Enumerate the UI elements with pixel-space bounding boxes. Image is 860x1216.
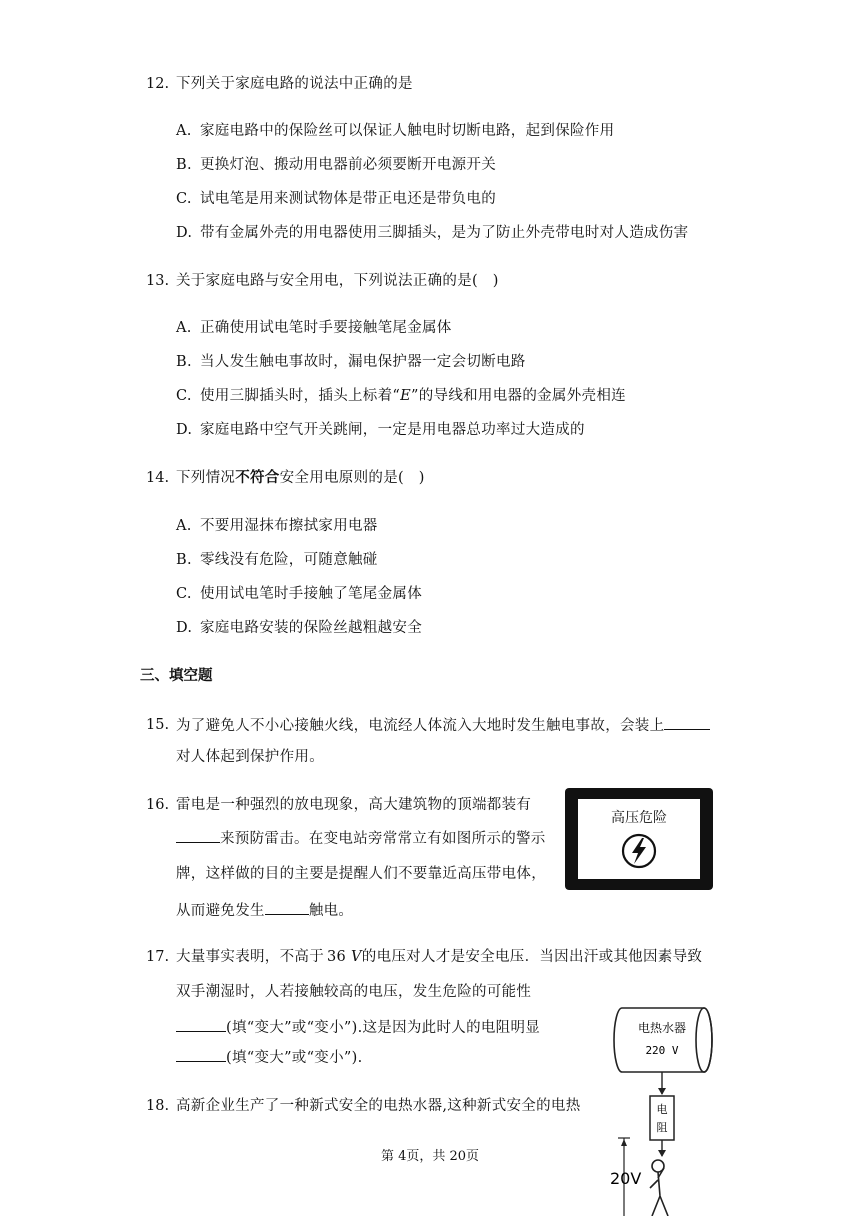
option-d xyxy=(176,223,688,243)
option-text: 使用三脚插头时，插头上标着“ xyxy=(200,388,401,404)
water-heater-circuit-figure xyxy=(600,1000,730,1216)
question-text: 大量事实表明，不高于 xyxy=(176,949,324,965)
option-text: 家庭电路中的保险丝可以保证人触电时切断电路，起到保险作用 xyxy=(200,123,615,139)
question-stem xyxy=(176,468,425,488)
question-number: 18. xyxy=(146,1098,170,1114)
question-line: 双手潮湿时，人若接触较高的电压，发生危险的可能性 xyxy=(176,984,532,1000)
answer-blank xyxy=(265,900,309,915)
question-text: 从而避免发生 xyxy=(176,903,265,919)
question-text: (填“变大”或“变小”).这是因为此时人的电阻明显 xyxy=(226,1020,541,1036)
sign-title: 高压危险 xyxy=(611,810,667,826)
question-line xyxy=(176,828,546,849)
lightning-bolt-icon xyxy=(621,833,657,869)
option-text: 零线没有危险，可随意触碰 xyxy=(200,552,378,568)
option-text: 正确使用试电笔时手要接触笔尾金属体 xyxy=(200,320,452,336)
question-line: 雷电是一种强烈的放电现象，高大建筑物的顶端都装有 xyxy=(176,797,532,813)
question-number: 15. xyxy=(146,717,170,733)
question-line xyxy=(176,947,702,967)
question-stem: 下列关于家庭电路的说法中正确的是 xyxy=(176,76,413,92)
question-number: 13. xyxy=(146,273,170,289)
question-number: 16. xyxy=(146,797,170,813)
resistor-label: 电 xyxy=(656,1103,668,1116)
option-text: 更换灯泡、搬动用电器前必须要断开电源开关 xyxy=(200,157,496,173)
voltage-value: 36 xyxy=(327,949,347,965)
question-line: 牌，这样做的目的主要是提醒人们不要靠近高压带电体， xyxy=(176,866,546,882)
question-number: 17. xyxy=(146,949,170,965)
person-icon xyxy=(650,1160,668,1216)
answer-blank xyxy=(176,1047,226,1062)
sign-panel xyxy=(578,799,700,879)
option-letter: B. xyxy=(176,552,192,568)
answer-blank xyxy=(176,828,220,843)
option-letter: B. xyxy=(176,157,192,173)
option-b xyxy=(176,155,496,175)
option-text: 使用试电笔时手接触了笔尾金属体 xyxy=(200,586,422,602)
question-stem: 关于家庭电路与安全用电，下列说法正确的是( ) xyxy=(176,273,499,289)
option-text: 家庭电路中空气开关跳闸，一定是用电器总功率过大造成的 xyxy=(200,422,585,438)
option-letter: A. xyxy=(176,123,192,139)
option-b xyxy=(176,550,378,570)
page-footer: 第 4页，共 20页 xyxy=(380,1149,480,1164)
section-heading: 三、填空题 xyxy=(140,667,213,684)
option-letter: A. xyxy=(176,320,192,336)
stem-text: 下列情况 xyxy=(176,470,236,486)
question-text: 为了避免人不小心接触火线，电流经人体流入大地时发生触电事故，会装上 xyxy=(176,718,665,734)
question-number: 14. xyxy=(146,470,170,486)
water-heater-icon xyxy=(614,1008,712,1072)
arrow-icon xyxy=(658,1088,666,1095)
option-c xyxy=(176,189,496,209)
option-letter: D. xyxy=(176,422,193,438)
option-letter: A. xyxy=(176,518,192,534)
option-text: 当人发生触电事故时，漏电保护器一定会切断电路 xyxy=(200,354,526,370)
option-text: 家庭电路安装的保险丝越粗越安全 xyxy=(200,620,422,636)
voltage-unit: V xyxy=(350,949,362,965)
option-d xyxy=(176,420,585,440)
option-letter: D. xyxy=(176,620,193,636)
option-text: 带有金属外壳的用电器使用三脚插头，是为了防止外壳带电时对人造成伤害 xyxy=(200,225,689,241)
question-text: 的电压对人才是安全电压．当因出汗或其他因素导致 xyxy=(361,949,703,965)
stem-emphasis: 不符合 xyxy=(235,469,280,486)
question-text: (填“变大”或“变小”). xyxy=(226,1050,363,1066)
option-letter: C. xyxy=(176,586,192,602)
option-letter: B. xyxy=(176,354,192,370)
option-c xyxy=(176,584,422,604)
option-letter: D. xyxy=(176,225,193,241)
heater-voltage-label: 220 V xyxy=(645,1044,679,1057)
question-text: 触电。 xyxy=(308,903,354,919)
option-text: 试电笔是用来测试物体是带正电还是带负电的 xyxy=(200,191,496,207)
question-line: 对人体起到保护作用。 xyxy=(176,749,324,765)
question-line: 高新企业生产了一种新式安全的电热水器,这种新式安全的电热 xyxy=(176,1098,581,1114)
resistor-label: 阻 xyxy=(656,1121,668,1134)
option-letter: C. xyxy=(176,191,192,207)
voltage-label: 20V xyxy=(610,1169,642,1188)
option-a xyxy=(176,516,378,536)
option-text: ”的导线和用电器的金属外壳相连 xyxy=(411,388,626,404)
question-line xyxy=(176,715,710,736)
option-a xyxy=(176,318,452,338)
option-letter: C. xyxy=(176,388,192,404)
question-line xyxy=(176,1047,362,1068)
option-d xyxy=(176,618,422,638)
question-line xyxy=(176,900,353,921)
question-text: 来预防雷击。在变电站旁常常立有如图所示的警示 xyxy=(220,831,546,847)
heater-label: 电热水器 xyxy=(637,1021,687,1035)
high-voltage-warning-sign xyxy=(565,788,713,890)
math-symbol: E xyxy=(400,388,412,404)
stem-text: 安全用电原则的是( ) xyxy=(279,470,425,486)
question-number: 12. xyxy=(146,76,170,92)
option-c xyxy=(176,386,626,406)
answer-blank xyxy=(664,715,710,730)
option-b xyxy=(176,352,526,372)
option-a xyxy=(176,121,614,141)
question-line xyxy=(176,1017,540,1038)
option-text: 不要用湿抹布擦拭家用电器 xyxy=(200,518,378,534)
answer-blank xyxy=(176,1017,226,1032)
